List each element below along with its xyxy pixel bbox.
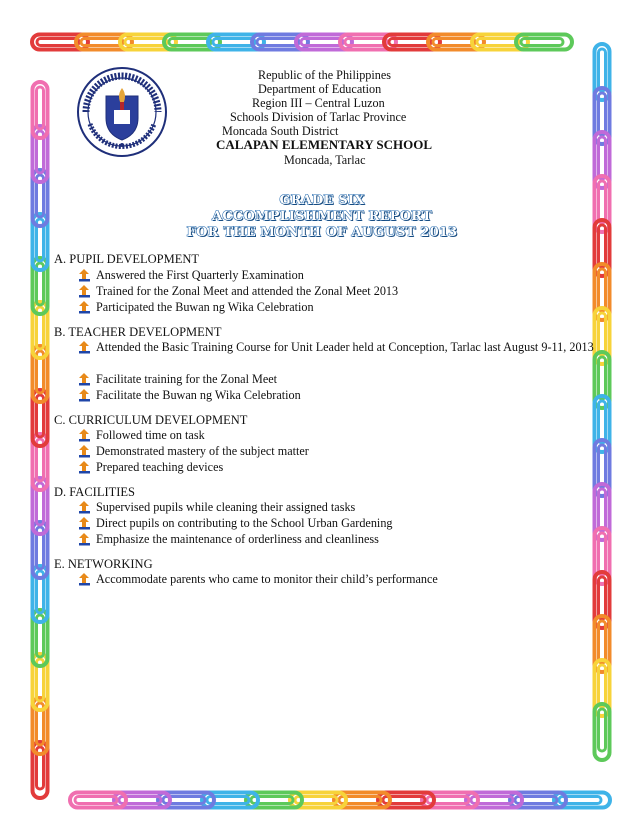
header-department: Department of Education — [258, 82, 382, 96]
list-item — [96, 515, 596, 531]
list-item-text: Answered the First Quarterly Examination — [96, 268, 304, 282]
list-item-text: Direct pupils on contributing to the School Urban Gardening — [96, 516, 393, 530]
list-item — [96, 387, 596, 403]
arrow-bullet-icon — [78, 284, 92, 298]
list-item-text: Trained for the Zonal Meet and attended the Zonal Meet 2013 — [96, 284, 399, 298]
list-item-text: Followed time on task — [96, 428, 205, 442]
list-item — [96, 499, 596, 515]
header-location: Moncada, Tarlac — [284, 153, 366, 167]
report-title-grade: GRADE SIX — [279, 193, 365, 208]
arrow-bullet-icon — [78, 444, 92, 458]
list-item-text: Supervised pupils while cleaning their assigned tasks — [96, 500, 356, 514]
list-item — [96, 339, 596, 355]
list-item-text: Demonstrated mastery of the subject matter — [96, 444, 309, 458]
list-item — [96, 267, 596, 283]
deped-seal-logo — [76, 66, 168, 158]
section-title-teacher-development: B. TEACHER DEVELOPMENT — [54, 325, 222, 339]
arrow-bullet-icon — [78, 428, 92, 442]
report-page — [48, 60, 598, 790]
list-item-text: Facilitate training for the Zonal Meet — [96, 372, 278, 386]
header-division: Schools Division of Tarlac Province — [230, 110, 407, 124]
arrow-bullet-icon — [78, 500, 92, 514]
arrow-bullet-icon — [78, 572, 92, 586]
section-title-curriculum-development: C. CURRICULUM DEVELOPMENT — [54, 413, 248, 427]
arrow-bullet-icon — [78, 532, 92, 546]
section-title-facilities: D. FACILITIES — [54, 485, 136, 499]
arrow-bullet-icon — [78, 340, 92, 354]
list-item — [96, 571, 596, 587]
arrow-bullet-icon — [78, 388, 92, 402]
header-republic: Republic of the Philippines — [258, 68, 392, 82]
arrow-bullet-icon — [78, 372, 92, 386]
list-item-text: Participated the Buwan ng Wika Celebration — [96, 300, 314, 314]
arrow-bullet-icon — [78, 300, 92, 314]
arrow-bullet-icon — [78, 516, 92, 530]
list-item — [96, 443, 596, 459]
report-title-main: ACCOMPLISHMENT REPORT — [212, 209, 432, 224]
list-item — [96, 371, 596, 387]
list-item-text: Accommodate parents who came to monitor their child’s performance — [96, 572, 438, 586]
arrow-bullet-icon — [78, 268, 92, 282]
list-item — [96, 299, 596, 315]
section-title-pupil-development: A. PUPIL DEVELOPMENT — [54, 252, 200, 266]
header-school-name: CALAPAN ELEMENTARY SCHOOL — [216, 137, 432, 152]
section-title-networking: E. NETWORKING — [54, 557, 153, 571]
list-item-text: Facilitate the Buwan ng Wika Celebration — [96, 388, 301, 402]
report-title-month: FOR THE MONTH OF AUGUST 2013 — [186, 225, 458, 240]
list-item — [96, 427, 596, 443]
arrow-bullet-icon — [78, 460, 92, 474]
list-item-text: Emphasize the maintenance of orderliness and cleanliness — [96, 532, 379, 546]
list-item — [96, 459, 596, 475]
list-item — [96, 283, 596, 299]
list-item — [96, 531, 596, 547]
header-district: Moncada South District — [222, 124, 339, 138]
list-item-text: Prepared teaching devices — [96, 460, 224, 474]
list-item-text: Attended the Basic Training Course for Unit Leader held at Conception, Tarlac last August 9-11, 2013 — [96, 340, 594, 354]
header-region: Region III – Central Luzon — [252, 96, 385, 110]
